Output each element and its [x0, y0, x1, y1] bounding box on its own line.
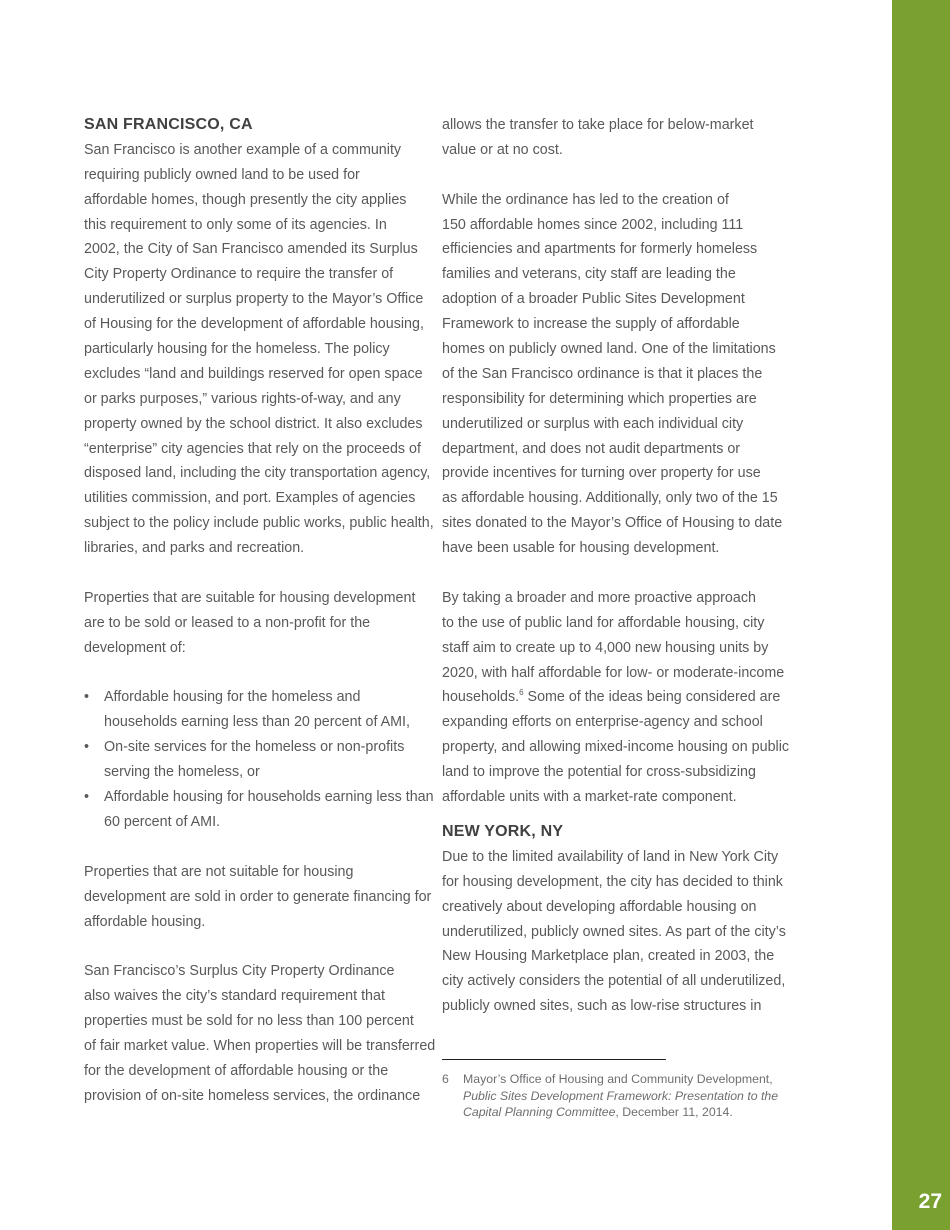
text-line: staff aim to create up to 4,000 new housing units by	[442, 639, 769, 656]
text-line: creatively about developing affordable housing on	[442, 898, 757, 915]
list-item-text: Affordable housing for the homeless and	[104, 689, 361, 706]
text-line: land to improve the potential for cross-subsidizing	[442, 764, 756, 781]
left-column	[84, 113, 436, 1109]
text-line: Due to the limited availability of land in New York City	[442, 848, 779, 865]
text-line: 2002, the City of San Francisco amended its Surplus	[84, 241, 418, 258]
paragraph	[84, 138, 434, 561]
footnote-divider	[442, 1059, 666, 1060]
paragraph	[442, 845, 787, 1019]
section-heading-san-francisco: SAN FRANCISCO, CA	[84, 116, 253, 133]
text-line: are to be sold or leased to a non-profit for the	[84, 614, 371, 631]
text-line: 150 affordable homes since 2002, including 111	[442, 216, 744, 233]
text-line: adoption of a broader Public Sites Development	[442, 291, 745, 308]
right-column	[442, 113, 790, 1019]
text-line: publicly owned sites, such as low-rise structures in	[442, 998, 762, 1015]
text-line: San Francisco’s Surplus City Property Ordinance	[84, 963, 395, 980]
text-line: to the use of public land for affordable housing, city	[442, 614, 765, 631]
paragraph	[84, 959, 436, 1108]
text-line: Properties that are not suitable for housing	[84, 863, 354, 880]
text-line: Properties that are suitable for housing development	[84, 589, 416, 606]
text-line: requiring publicly owned land to be used for	[84, 166, 360, 183]
text-line: development are sold in order to generate financing for	[84, 888, 432, 905]
text-line: disposed land, including the city transportation agency,	[84, 465, 431, 482]
bullet-icon: •	[84, 689, 90, 706]
paragraph	[84, 860, 432, 935]
text-line: efficiencies and apartments for formerly homeless	[442, 241, 758, 258]
text-line: properties must be sold for no less than 100 percent	[84, 1013, 414, 1030]
text-line: underutilized, publicly owned sites. As part of the city’s	[442, 923, 786, 940]
text-line: or parks purposes,” various rights-of-way, and any	[84, 390, 401, 407]
text-line: for housing development, the city has decided to think	[442, 873, 783, 890]
footnote-number: 6	[442, 1072, 449, 1086]
text-line: responsibility for determining which properties are	[442, 390, 757, 407]
text-line: as affordable housing. Additionally, only two of the 15	[442, 490, 778, 507]
text-line: affordable units with a market-rate component.	[442, 789, 737, 806]
text-line: San Francisco is another example of a community	[84, 141, 402, 158]
text-line: development of:	[84, 639, 186, 656]
text-line: “enterprise” city agencies that rely on the proceeds of	[84, 440, 421, 457]
text-line: property, and allowing mixed-income housing on public	[442, 739, 790, 756]
text-line: allows the transfer to take place for below-market	[442, 117, 754, 133]
list-item	[84, 735, 429, 785]
list-item-text: households earning less than 20 percent of AMI,	[104, 714, 410, 731]
paragraph	[442, 586, 790, 810]
text-line: By taking a broader and more proactive approach	[442, 589, 756, 606]
text-line: city actively considers the potential of all underutilized,	[442, 973, 786, 990]
text-line: underutilized or surplus with each individual city	[442, 415, 744, 432]
text-line: libraries, and parks and recreation.	[84, 540, 305, 557]
paragraph	[84, 586, 429, 661]
text-line: provide incentives for turning over property for use	[442, 465, 761, 482]
list-item-text: 60 percent of AMI.	[104, 813, 221, 830]
bullet-list	[84, 685, 434, 834]
text-line: Framework to increase the supply of affordable	[442, 316, 740, 333]
text-line: utilities commission, and port. Examples of agencies	[84, 490, 416, 507]
page-sidebar	[892, 0, 950, 1230]
text-line: this requirement to only some of its agencies. In	[84, 216, 387, 233]
footnote-line: Mayor’s Office of Housing and Community Development,	[463, 1072, 773, 1086]
text-line: property owned by the school district. It also excludes	[84, 415, 423, 432]
text-line: sites donated to the Mayor’s Office of Housing to date	[442, 515, 783, 532]
footnote-line: Public Sites Development Framework: Presentation to the	[463, 1088, 779, 1103]
paragraph	[442, 113, 787, 163]
page-number: 27	[918, 1190, 942, 1213]
bullet-icon: •	[84, 739, 90, 756]
text-line: expanding efforts on enterprise-agency and school	[442, 714, 763, 731]
text-line: particularly housing for the homeless. The policy	[84, 341, 390, 358]
text-line: of Housing for the development of affordable housing,	[84, 316, 424, 333]
footnote-line: Capital Planning Committee, December 11, 2014.	[463, 1105, 733, 1119]
text-line: of the San Francisco ordinance is that it places the	[442, 365, 763, 382]
text-line: While the ordinance has led to the creation of	[442, 191, 729, 208]
text-line: have been usable for housing development.	[442, 540, 720, 557]
list-item-text: Affordable housing for households earning less than	[104, 789, 434, 806]
text-line: of fair market value. When properties will be transferred	[84, 1037, 436, 1054]
list-item-text: On-site services for the homeless or non-profits	[104, 739, 405, 756]
text-line: affordable homes, though presently the city applies	[84, 191, 407, 208]
text-line: excludes “land and buildings reserved for open space	[84, 365, 423, 382]
text-line: affordable housing.	[84, 913, 206, 930]
list-item	[84, 685, 429, 735]
text-line: also waives the city’s standard requirement that	[84, 988, 385, 1005]
text-line: underutilized or surplus property to the Mayor’s Office	[84, 291, 424, 308]
footnote-ref[interactable]: 6	[519, 688, 524, 698]
text-line: households.$^6$ Some of the ideas being considered are	[442, 688, 781, 706]
list-item-text: serving the homeless, or	[104, 764, 260, 781]
section-heading-new-york: NEW YORK, NY	[442, 822, 564, 840]
paragraph	[442, 188, 787, 561]
text-line: City Property Ordinance to require the transfer of	[84, 266, 394, 283]
text-line: families and veterans, city staff are leading the	[442, 266, 736, 283]
list-item	[84, 785, 434, 835]
text-line: homes on publicly owned land. One of the limitations	[442, 341, 776, 358]
text-line: 2020, with half affordable for low- or moderate-income	[442, 664, 785, 681]
footnote	[442, 1071, 787, 1121]
text-line: New Housing Marketplace plan, created in 2003, the	[442, 948, 775, 965]
bullet-icon: •	[84, 789, 90, 806]
text-line: subject to the policy include public works, public health,	[84, 515, 434, 532]
text-line: department, and does not audit departments or	[442, 440, 741, 457]
text-line: value or at no cost.	[442, 141, 563, 158]
text-line: for the development of affordable housing or the	[84, 1062, 389, 1079]
text-line: provision of on-site homeless services, the ordinance	[84, 1087, 421, 1104]
